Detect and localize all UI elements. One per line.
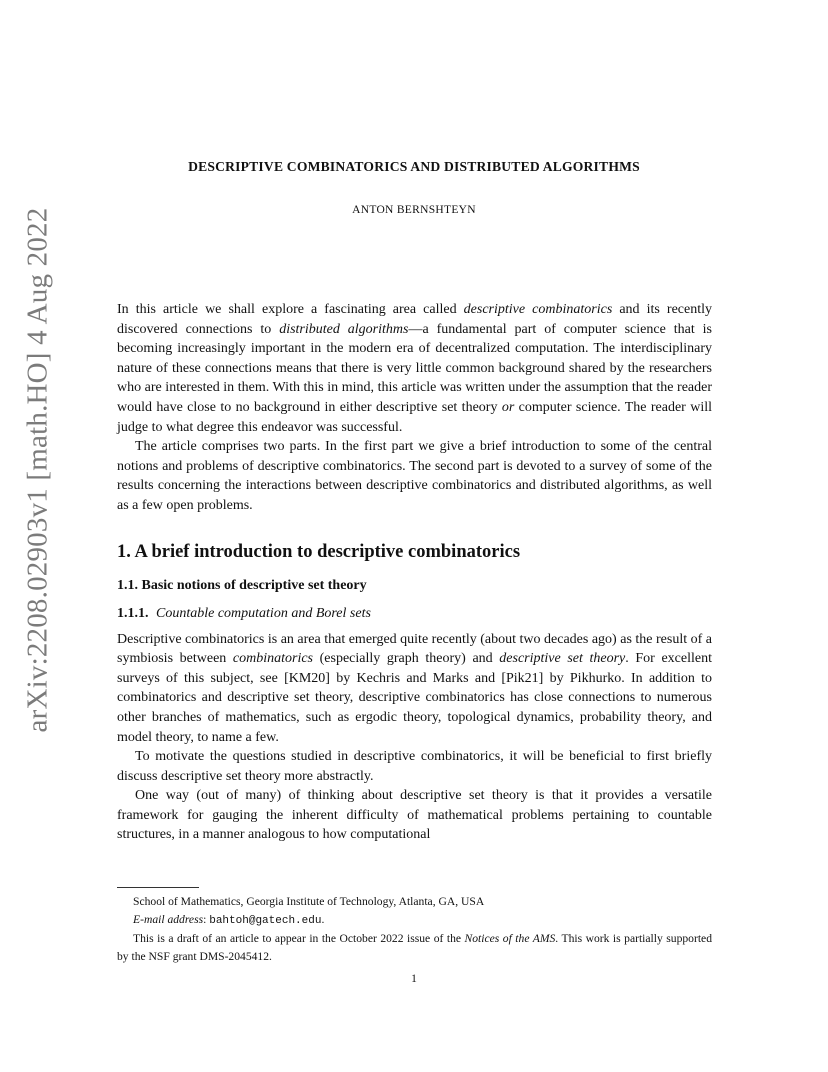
section-1-heading: 1. A brief introduction to descriptive combinatorics xyxy=(117,541,521,562)
subsubsection-title: Countable computation and Borel sets xyxy=(156,605,371,621)
page-number: 1 xyxy=(411,973,417,985)
email-separator: : xyxy=(203,912,210,926)
footnote-rule xyxy=(117,887,199,888)
intro-p1-emph-or: or xyxy=(501,399,515,415)
s1-p1-emph-descriptive-set-theory: descriptive set theory xyxy=(499,651,626,667)
intro-p1-text-c: —a fundamental part of computer science that is becoming increasingly important in the modern era of decentralized computation. The interdisciplinary nature of these connections means that there is very little common background shared by the researchers who are interested in them. With this in mind, this article was written under the assumption that the reader would have close to no background in either descriptive set theory xyxy=(117,321,712,415)
subsection-1-1-heading: 1.1. Basic notions of descriptive set theory xyxy=(117,577,367,593)
footnote-email xyxy=(117,911,712,931)
email-label: E-mail address xyxy=(133,912,204,926)
s1-p1-text-b: (especially graph theory) and xyxy=(313,651,500,667)
arxiv-identifier-stamp xyxy=(0,0,64,1072)
intro-p1-text-d: computer science. The reader will judge to what degree this endeavor was successful. xyxy=(117,399,712,435)
s1-p1-text-a: Descriptive combinatorics is an area that emerged quite recently (about two decades ago) as the result of a symbiosis between xyxy=(117,631,712,667)
section-1-paragraph-3: One way (out of many) of thinking about descriptive set theory is that it provides a versatile framework for gauging the inherent difficulty of mathematical problems pertaining to countable structures, in a manner analogous to how computational xyxy=(117,788,712,843)
intro-p1-text-b: and its recently discovered connections to xyxy=(117,302,712,337)
intro-p1-emph-descriptive-combinatorics: descriptive combinatorics xyxy=(463,302,613,317)
arxiv-identifier-text: arXiv:2208.02903v1 [math.HO] 4 Aug 2022 xyxy=(21,207,54,733)
draft-text-b: . This work is partially supported by the NSF grant DMS-2045412. xyxy=(117,932,712,963)
s1-p1-emph-combinatorics: combinatorics xyxy=(232,651,314,667)
section-1-paragraph-1 xyxy=(117,630,712,748)
footnote-draft-note xyxy=(117,930,712,965)
footnotes xyxy=(117,893,712,965)
paper-author: ANTON BERNSHTEYN xyxy=(352,204,476,216)
email-period: . xyxy=(321,912,325,926)
paper-title: DESCRIPTIVE COMBINATORICS AND DISTRIBUTED ALGORITHMS xyxy=(188,159,640,174)
footnote-affiliation: School of Mathematics, Georgia Institute of Technology, Atlanta, GA, USA xyxy=(133,895,485,908)
email-address-link[interactable]: bahtoh@gatech.edu xyxy=(209,914,322,927)
main-text xyxy=(117,300,712,845)
subsubsection-number: 1.1.1. xyxy=(117,605,149,621)
s1-p1-text-c: . For excellent surveys of this subject, see [KM20] by Kechris and Marks and [Pik21] by Pikhurko. In addition to combinatorics and descriptive set theory, descriptive combinatorics has close connections to numerous other branches of mathematics, such as ergodic theory, topological dynamics, probability theory, and model theory, to name a few. xyxy=(117,651,712,745)
intro-paragraph-1 xyxy=(117,300,712,437)
intro-p1-text-a: In this article we shall explore a fascinating area called xyxy=(117,302,464,317)
draft-emph-journal: Notices of the AMS xyxy=(464,932,556,945)
draft-text-a: This is a draft of an article to appear in the October 2022 issue of the xyxy=(133,932,465,945)
subsubsection-1-1-1-heading xyxy=(117,604,712,624)
section-1-paragraph-2: To motivate the questions studied in descriptive combinatorics, it will be beneficial to first briefly discuss descriptive set theory more abstractly. xyxy=(117,749,712,784)
intro-p1-emph-distributed-algorithms: distributed algorithms xyxy=(279,321,409,337)
intro-paragraph-2: The article comprises two parts. In the first part we give a brief introduction to some of the central notions and problems of descriptive combinatorics. The second part is devoted to a survey of some of the results concerning the interactions between descriptive combinatorics and distributed algorithms, as well as a few open problems. xyxy=(117,439,712,513)
